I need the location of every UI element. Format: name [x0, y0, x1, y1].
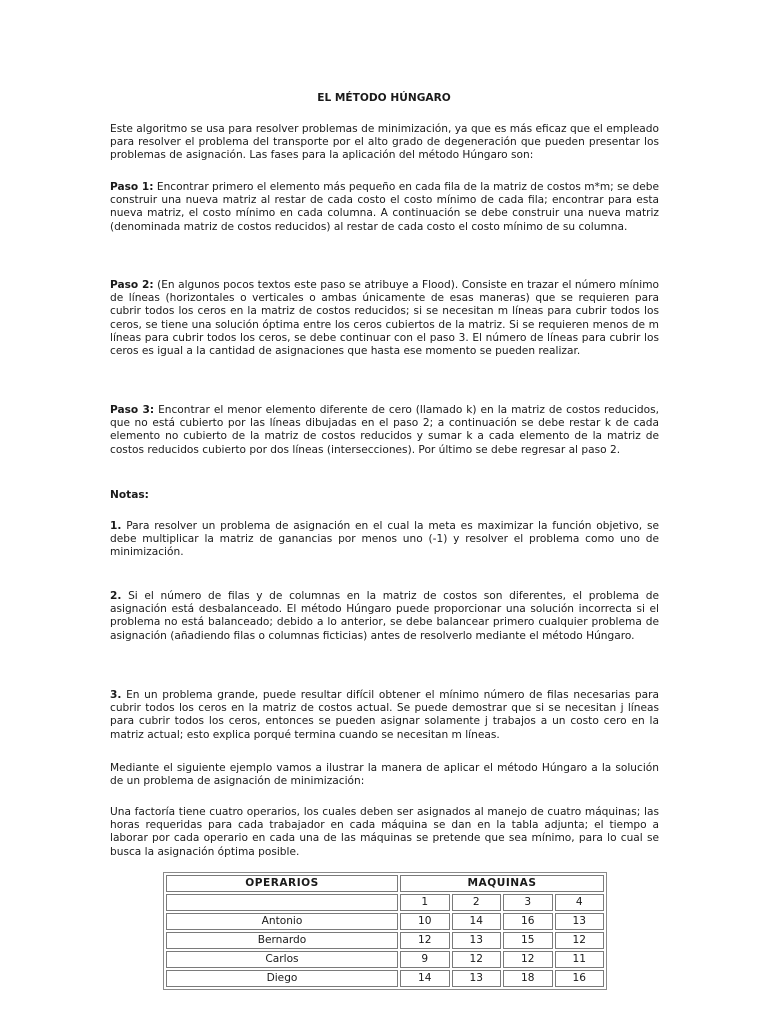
cost-cell: 10 — [400, 913, 450, 930]
nota-3-paragraph — [110, 689, 659, 742]
cost-cell: 12 — [503, 951, 553, 968]
cost-cell: 14 — [400, 970, 450, 987]
notas-label: Notas: — [110, 489, 149, 501]
table-row — [166, 970, 604, 987]
table-row — [166, 932, 604, 949]
ejemplo-intro-paragraph: Mediante el siguiente ejemplo vamos a ilustrar la manera de aplicar el método Húngaro a la solución de un problema de asignación de minimización: — [110, 762, 659, 788]
nota-1-text: Para resolver un problema de asignación en el cual la meta es maximizar la función objetivo, se debe multiplicar la matriz de ganancias por menos uno (-1) y resolver el problema como uno de minimización. — [110, 520, 659, 559]
cost-cell: 14 — [452, 913, 502, 930]
paso-2-text: (En algunos pocos textos este paso se atribuye a Flood). Consiste en trazar el número mínimo de líneas (horizontales o verticales o ambas únicamente de esas maneras) que se requieren para cubrir todos los ceros en la matriz de costos reducidos; si se necesitan m líneas para cubrir todos los ceros, se tiene una solución óptima entre los ceros cubiertos de la matriz. Si se requieren menos de m líneas para cubrir todos los ceros, se debe continuar con el paso 3. El número de líneas para cubrir los ceros es igual a la cantidad de asignaciones que hasta ese momento se pueden realizar. — [110, 279, 659, 358]
operario-name: Bernardo — [166, 932, 398, 949]
paso-3-text: Encontrar el menor elemento diferente de cero (llamado k) en la matriz de costos reducidos, que no está cubierto por las líneas dibujadas en el paso 2; a continuación se debe restar k de cada elemento no cubierto de la matriz de costos reducidos y sumar k a cada elemento de la matriz de costos reducidos cubierto por dos líneas (intersecciones). Por último se debe regresar al paso 2. — [110, 404, 659, 456]
cost-cell: 13 — [452, 970, 502, 987]
cost-cell: 15 — [503, 932, 553, 949]
cost-cell: 16 — [503, 913, 553, 930]
cost-cell: 13 — [555, 913, 605, 930]
nota-2-paragraph — [110, 590, 659, 643]
machine-number: 2 — [452, 894, 502, 911]
cost-cell: 12 — [400, 932, 450, 949]
cost-cell: 13 — [452, 932, 502, 949]
cost-cell: 18 — [503, 970, 553, 987]
empty-cell — [166, 894, 398, 911]
operarios-header: OPERARIOS — [166, 875, 398, 892]
machine-number: 1 — [400, 894, 450, 911]
paso-2-paragraph — [110, 279, 659, 358]
nota-2-text: Si el número de filas y de columnas en la matriz de costos son diferentes, el problema de asignación está desbalanceado. El método Húngaro puede proporcionar una solución incorrecta si el problema no está balanceado; debido a lo anterior, se debe balancear primero cualquier problema de asignación (añadiendo filas o columnas ficticias) antes de resolverlo mediante el método Húngaro. — [110, 590, 659, 642]
nota-1-paragraph — [110, 520, 659, 560]
table-header-row — [166, 875, 604, 892]
machine-number: 3 — [503, 894, 553, 911]
machine-number: 4 — [555, 894, 605, 911]
intro-paragraph: Este algoritmo se usa para resolver problemas de minimización, ya que es más eficaz que el empleado para resolver el problema del transporte por el alto grado de degeneración que pueden presentar los problemas de asignación. Las fases para la aplicación del método Húngaro son: — [110, 123, 659, 162]
cost-cell: 9 — [400, 951, 450, 968]
nota-1-label: 1. — [110, 520, 122, 532]
table-row — [166, 951, 604, 968]
nota-3-label: 3. — [110, 689, 122, 701]
cost-cell: 12 — [452, 951, 502, 968]
page-title: EL MÉTODO HÚNGARO — [317, 92, 451, 104]
operario-name: Diego — [166, 970, 398, 987]
cost-cell: 11 — [555, 951, 605, 968]
paso-3-label: Paso 3: — [110, 404, 155, 416]
paso-3-paragraph — [110, 404, 659, 457]
maquinas-header: MAQUINAS — [400, 875, 604, 892]
paso-1-label: Paso 1: — [110, 181, 154, 193]
nota-2-label: 2. — [110, 590, 122, 602]
cost-cell: 16 — [555, 970, 605, 987]
paso-2-label: Paso 2: — [110, 279, 154, 291]
paso-1-paragraph — [110, 181, 659, 234]
cost-cell: 12 — [555, 932, 605, 949]
nota-3-text: En un problema grande, puede resultar difícil obtener el mínimo número de filas necesarias para cubrir todos los ceros en la matriz de costos actual. Se puede demostrar que si se necesitan j líneas para cubrir todos los ceros, entonces se pueden asignar solamente j trabajos a un costo cero en la matriz actual; esto explica porqué termina cuando se necesitan m líneas. — [110, 689, 659, 741]
notas-heading — [110, 489, 659, 502]
operario-name: Antonio — [166, 913, 398, 930]
table-row — [166, 913, 604, 930]
assignment-table — [163, 872, 607, 990]
operario-name: Carlos — [166, 951, 398, 968]
machine-number-row — [166, 894, 604, 911]
paso-1-text: Encontrar primero el elemento más pequeño en cada fila de la matriz de costos m*m; se debe construir una nueva matriz al restar de cada costo el costo mínimo de cada fila; encontrar para esta nueva matriz, el costo mínimo en cada columna. A continuación se debe construir una nueva matriz (denominada matriz de costos reducidos) al restar de cada costo el costo mínimo de su columna. — [110, 181, 659, 233]
ejemplo-paragraph: Una factoría tiene cuatro operarios, los cuales deben ser asignados al manejo de cuatro máquinas; las horas requeridas para cada trabajador en cada máquina se dan en la tabla adjunta; el tiempo a laborar por cada operario en cada una de las máquinas se pretende que sea mínimo, para lo cual se busca la asignación óptima posible. — [110, 806, 659, 858]
